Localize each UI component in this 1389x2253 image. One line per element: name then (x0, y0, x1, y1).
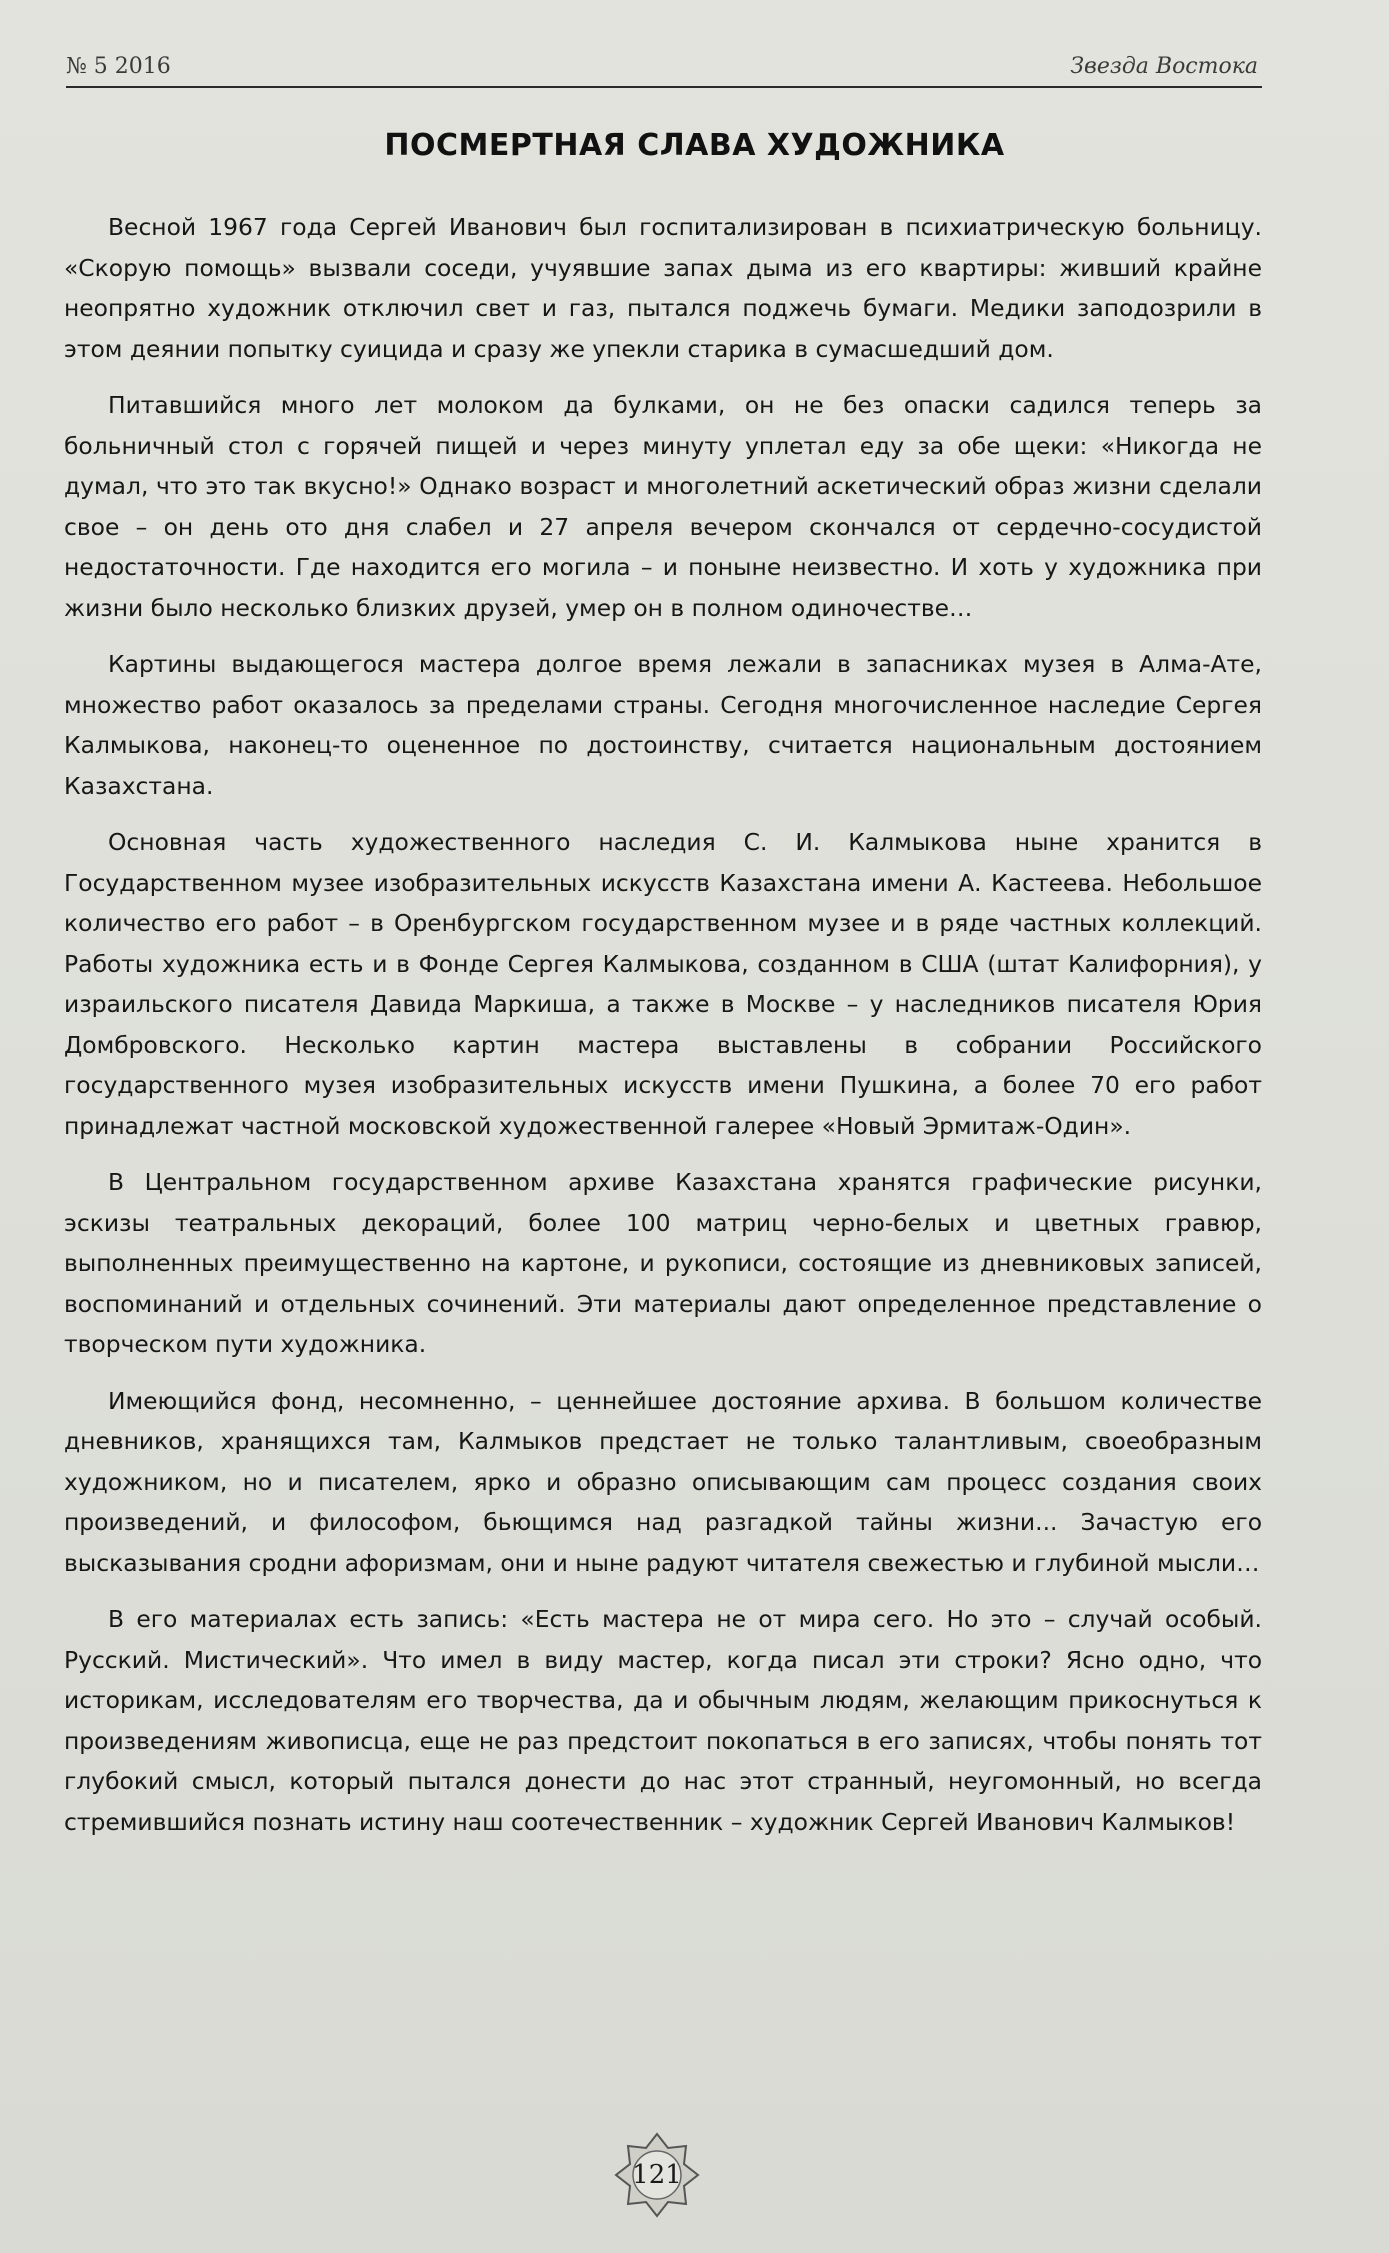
running-header (66, 52, 1262, 88)
article-body (64, 207, 1262, 1858)
paragraph: Основная часть художественного наследия С. И. Калмыкова ныне хранится в Государственном музее изобразительных искусств Казахстана имени А. Кастеева. Небольшое количество его работ – в Оренбургском государственном музее и в ряде частных коллекций. Работы художника есть и в Фонде Сергея Калмыкова, созданном в США (штат Калифорния), у израильского писателя Давида Маркиша, а также в Москве – у наследников писателя Юрия Домбровского. Несколько картин мастера выставлены в собрании Российского государственного музея изобразительных искусств имени Пушкина, а более 70 его работ принадлежат частной московской художественной галерее «Новый Эрмитаж-Один». (64, 828, 1262, 1140)
paragraph: В его материалах есть запись: «Есть мастера не от мира сего. Но это – случай особый. Русский. Мистический». Что имел в виду мастер, когда писал эти строки? Ясно одно, что историкам, исследователям его творчества, да и обычным людям, желающим прикоснуться к произведениям живописца, еще не раз предстоит покопаться в его записях, чтобы понять тот глубокий смысл, который пытался донести до нас этот странный, неугомонный, но всегда стремившийся познать истину наш соотечественник – художник Сергей Иванович Калмыков! (64, 1605, 1262, 1836)
paragraph: Картины выдающегося мастера долгое время лежали в запасниках музея в Алма-Ате, множество работ оказалось за пределами страны. Сегодня многочисленное наследие Сергея Калмыкова, наконец-то оцененное по достоинству, считается национальным достоянием Казахстана. (64, 650, 1262, 800)
article-title: ПОСМЕРТНАЯ СЛАВА ХУДОЖНИКА (384, 128, 1005, 163)
issue-label: № 5 2016 (66, 54, 171, 79)
page-number-ornament (612, 2130, 702, 2220)
journal-name: Звезда Востока (1070, 54, 1258, 79)
paragraph: Имеющийся фонд, несомненно, – ценнейшее достояние архива. В большом количестве дневников, хранящихся там, Калмыков предстает не только талантливым, своеобразным художником, но и писателем, ярко и образно описывающим сам процесс создания своих произведений, и философом, бьющимся над разгадкой тайны жизни... Зачастую его высказывания сродни афоризмам, они и ныне радуют читателя свежестью и глубиной мысли… (64, 1386, 1262, 1577)
paragraph: Весной 1967 года Сергей Иванович был госпитализирован в психиатрическую больницу. «Скорую помощь» вызвали соседи, учуявшие запах дыма из его квартиры: живший крайне неопрятно художник отключил свет и газ, пытался поджечь бумаги. Медики заподозрили в этом деянии попытку суицида и сразу же упекли старика в сумасшедший дом. (64, 213, 1262, 363)
paragraph: Питавшийся много лет молоком да булками, он не без опаски садился теперь за больничный стол с горячей пищей и через минуту уплетал еду за обе щеки: «Никогда не думал, что это так вкусно!» Однако возраст и многолетний аскетический образ жизни сделали свое – он день ото дня слабел и 27 апреля вечером скончался от сердечно-сосудистой недостаточности. Где находится его могила – и поныне неизвестно. И хоть у художника при жизни было несколько близких друзей, умер он в полном одиночестве… (64, 391, 1262, 622)
paragraph: В Центральном государственном архиве Казахстана хранятся графические рисунки, эскизы театральных декораций, более 100 матриц черно-белых и цветных гравюр, выполненных преимущественно на картоне, и рукописи, состоящие из дневниковых записей, воспоминаний и отдельных сочинений. Эти материалы дают определенное представление о творческом пути художника. (64, 1168, 1262, 1358)
page-number: 121 (632, 2160, 682, 2190)
